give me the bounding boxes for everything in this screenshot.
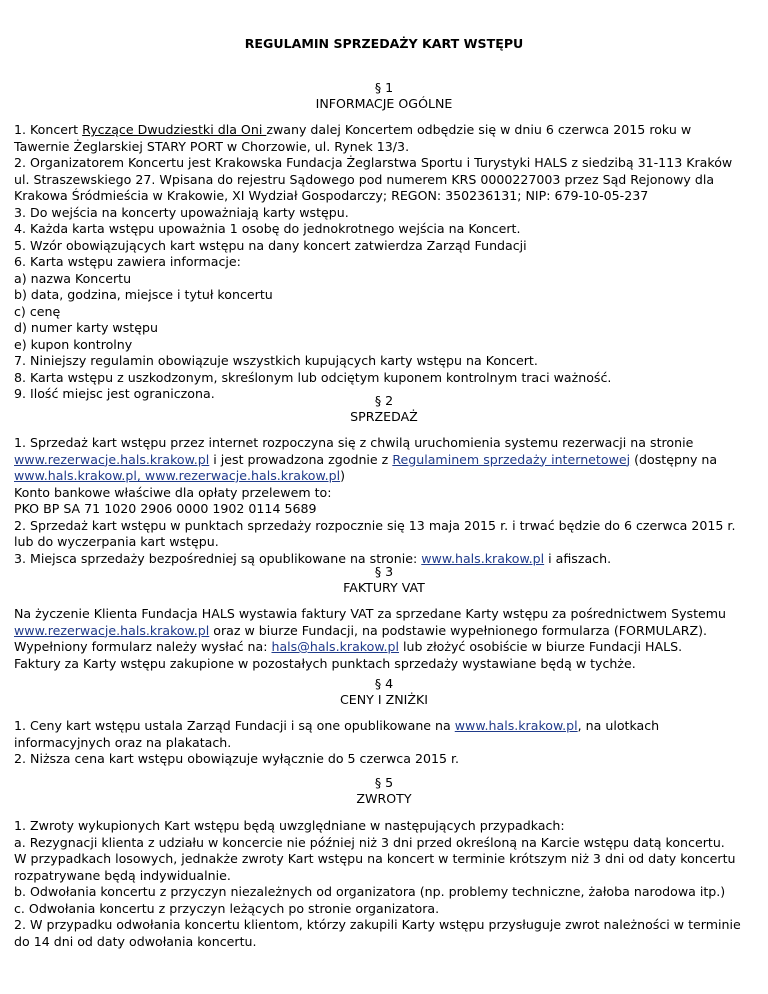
- text-line: Krakowa Śródmieścia w Krakowie, XI Wydział Gospodarczy; REGON: 350236131; NIP: 679-10-05-237: [14, 188, 649, 203]
- text-line: [14, 718, 754, 735]
- text-fragment: oraz w biurze Fundacji, na podstawie wypełnionego formularza (FORMULARZ).: [209, 622, 708, 638]
- reservation-site-link[interactable]: www.rezerwacje.hals.krakow.pl: [14, 451, 210, 467]
- text-line: rozpatrywane będą indywidualnie.: [14, 867, 231, 883]
- section-5-number: § 5: [374, 775, 394, 790]
- text-line: 2. W przypadku odwołania koncertu klientom, którzy zakupili Karty wstępu przysługuje zwrot należności w terminie: [14, 917, 741, 932]
- text-line: 5. Wzór obowiązujących kart wstępu na dany koncert zatwierdza Zarząd Fundacji: [14, 237, 527, 253]
- text-line: do 14 dni od daty odwołania koncertu.: [14, 933, 257, 949]
- text-line: [14, 122, 754, 139]
- section-5-title: ZWROTY: [356, 791, 412, 806]
- text-line: PKO BP SA 71 1020 2906 0000 1902 0114 5689: [14, 501, 317, 516]
- text-fragment: Wypełniony formularz należy wysłać na:: [14, 639, 272, 654]
- text-line: 3. Do wejścia na koncerty upoważniają karty wstępu.: [14, 204, 349, 220]
- text-fragment: 3. Miejsca sprzedaży bezpośredniej są opublikowane na stronie:: [14, 550, 422, 566]
- section-3-body: [14, 606, 754, 672]
- text-line: b) data, godzina, miejsce i tytuł koncertu: [14, 287, 273, 302]
- text-line: [14, 452, 754, 469]
- section-4-number: § 4: [374, 676, 394, 691]
- section-2-number: § 2: [374, 393, 394, 408]
- text-line: lub do wyczerpania kart wstępu.: [14, 534, 219, 549]
- section-4-title: CENY I ZNIŻKI: [340, 692, 428, 707]
- text-fragment: (dostępny na: [630, 451, 718, 467]
- text-line: d) numer karty wstępu: [14, 320, 158, 335]
- text-line: [14, 623, 754, 640]
- text-line: 1. Sprzedaż kart wstępu przez internet rozpoczyna się z chwilą uruchomienia systemu rezerwacji na stronie: [14, 435, 694, 450]
- section-1-body: [14, 122, 754, 403]
- text-fragment: , na ulotkach: [577, 718, 660, 733]
- email-link[interactable]: hals@hals.krakow.pl: [271, 639, 399, 654]
- text-line: c. Odwołania koncertu z przyczyn leżących po stronie organizatora.: [14, 900, 440, 916]
- section-2-title: SPRZEDAŻ: [350, 409, 418, 424]
- text-line: Konto bankowe właściwe dla opłaty przelewem to:: [14, 484, 332, 500]
- text-fragment: i afiszach.: [544, 550, 612, 566]
- text-line: ul. Straszewskiego 27. Wpisana do rejestru Sądowego pod numerem KRS 0000227003 przez Sąd Rejonowy dla: [14, 171, 715, 187]
- text-line: 1. Zwroty wykupionych Kart wstępu będą uwzględniane w następujących przypadkach:: [14, 818, 565, 833]
- hals-site-link[interactable]: www.hals.krakow.pl: [421, 550, 545, 566]
- text-line: Na życzenie Klienta Fundacja HALS wystawia faktury VAT za sprzedane Karty wstępu za pośrednictwem Systemu: [14, 606, 727, 621]
- text-line: 2. Sprzedaż kart wstępu w punktach sprzedaży rozpocznie się 13 maja 2015 r. i trwać będzie do 6 czerwca 2015 r.: [14, 517, 736, 533]
- section-3-title: FAKTURY VAT: [343, 580, 425, 595]
- section-1-title: INFORMACJE OGÓLNE: [315, 96, 453, 111]
- text-line: 2. Organizatorem Koncertu jest Krakowska Fundacja Żeglarstwa Sportu i Turystyki HALS z siedzibą 31-113 Kraków: [14, 155, 733, 170]
- text-line: W przypadkach losowych, jednakże zwroty Kart wstępu na koncert w terminie krótszym niż 3 dni od daty koncertu: [14, 851, 736, 866]
- text-line: c) cenę: [14, 303, 61, 319]
- text-line: 8. Karta wstępu z uszkodzonym, skreślonym lub odciętym kuponem kontrolnym traci ważność.: [14, 369, 612, 385]
- text-line: 9. Ilość miejsc jest ograniczona.: [14, 386, 215, 401]
- text-line: a) nazwa Koncertu: [14, 270, 132, 286]
- hals-site-link[interactable]: www.hals.krakow.pl: [454, 718, 578, 733]
- text-line: e) kupon kontrolny: [14, 336, 133, 352]
- text-line: 4. Każda karta wstępu upoważnia 1 osobę do jednokrotnego wejścia na Koncert.: [14, 221, 521, 236]
- text-line: b. Odwołania koncertu z przyczyn niezależnych od organizatora (np. problemy techniczne, żałoba narodowa itp.): [14, 884, 726, 899]
- text-line: a. Rezygnacji klienta z udziału w koncercie nie później niż 3 dni przed określoną na Karcie wstępu datą koncertu.: [14, 834, 725, 850]
- text-fragment: ): [340, 468, 346, 483]
- text-line: [14, 468, 754, 485]
- text-fragment: 1. Koncert: [14, 122, 83, 137]
- text-fragment: zwany dalej Koncertem odbędzie się w dniu 6 czerwca 2015 roku w: [266, 122, 692, 137]
- text-line: Faktury za Karty wstępu zakupione w pozostałych punktach sprzedaży wystawiane będą w tychże.: [14, 655, 636, 671]
- text-fragment: i jest prowadzona zgodnie z: [209, 451, 393, 467]
- text-line: 6. Karta wstępu zawiera informacje:: [14, 254, 241, 269]
- text-line: Tawernie Żeglarskiej STARY PORT w Chorzowie, ul. Rynek 13/3.: [14, 138, 410, 154]
- text-line: informacyjnych oraz na plakatach.: [14, 734, 232, 750]
- text-line: 2. Niższa cena kart wstępu obowiązuje wyłącznie do 5 czerwca 2015 r.: [14, 751, 460, 766]
- section-3-number: § 3: [374, 564, 394, 579]
- hals-sites-link[interactable]: www.hals.krakow.pl, www.rezerwacje.hals.krakow.pl: [14, 468, 341, 483]
- document-title: REGULAMIN SPRZEDAŻY KART WSTĘPU: [244, 36, 524, 51]
- section-4-body: [14, 718, 754, 768]
- text-line: 7. Niniejszy regulamin obowiązuje wszystkich kupujących karty wstępu na Koncert.: [14, 353, 538, 368]
- text-line: [14, 639, 754, 656]
- reservation-site-link[interactable]: www.rezerwacje.hals.krakow.pl: [14, 622, 210, 638]
- section-2-body: [14, 435, 754, 567]
- internet-sales-rules-link[interactable]: Regulaminem sprzedaży internetowej: [392, 451, 631, 467]
- text-fragment: lub złożyć osobiście w biurze Fundacji HALS.: [398, 639, 683, 654]
- text-fragment: 1. Ceny kart wstępu ustala Zarząd Fundacji i są one opublikowane na: [14, 718, 455, 733]
- section-1-number: § 1: [374, 80, 394, 95]
- section-5-body: [14, 818, 754, 950]
- concert-name-link[interactable]: Ryczące Dwudziestki dla Oni: [82, 122, 267, 137]
